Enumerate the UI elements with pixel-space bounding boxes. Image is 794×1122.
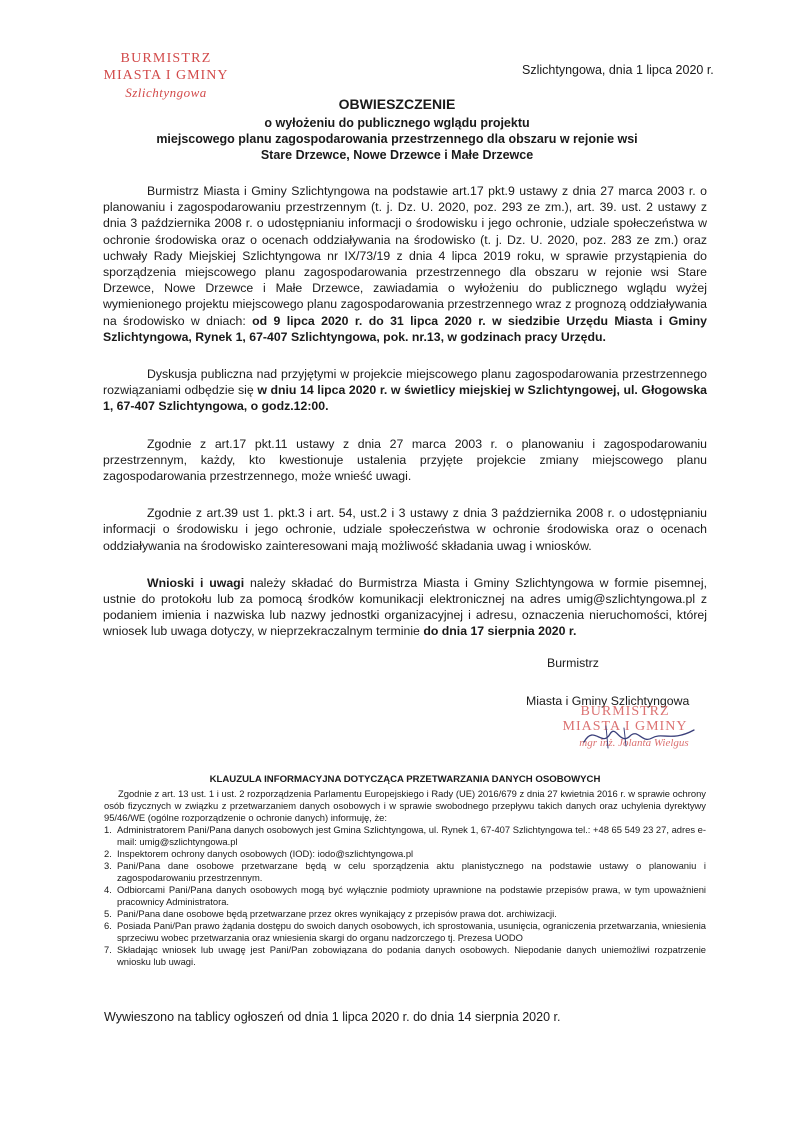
clause-item [104, 920, 706, 944]
clause-item [104, 944, 706, 968]
paragraph-3 [103, 436, 707, 485]
clause-item-number: 5. [104, 908, 112, 919]
clause-list [104, 824, 706, 968]
paragraph-5-bold-end: do dnia 17 sierpnia 2020 r. [423, 624, 577, 639]
paragraph-2-text: Dyskusja publiczna nad przyjętymi w projekcie miejscowego planu zagospodarowania przestrzennego rozwiązaniami odbędzie się [103, 367, 707, 398]
heading-line1: o wyłożeniu do publicznego wglądu projektu [264, 116, 530, 130]
paragraph-5-bold-start: Wnioski i uwagi [147, 575, 245, 590]
signature-stamp-name: mgr inż. Jolanta Wielgus [579, 737, 689, 749]
clause-item-number: 4. [104, 884, 112, 895]
clause-title: KLAUZULA INFORMACYJNA DOTYCZĄCA PRZETWARZANIA DANYCH OSOBOWYCH [209, 774, 601, 785]
clause-item-number: 2. [104, 848, 112, 859]
data-protection-clause [104, 774, 706, 968]
paragraph-1-text: Burmistrz Miasta i Gminy Szlichtyngowa na podstawie art.17 pkt.9 ustawy z dnia 27 marca 2003 r. o planowaniu i zagospodarowaniu przestrzennym (t. j. Dz. U. 2020, poz. 293 ze zm.), art. 39. ust. 2 ustawy z dnia 3 października 2008 r. o udostępnianiu informacji o środowisku i jego ochronie, udziale społeczeństwa w ochronie środowiska oraz o ocenach oddziaływania na środowisko (t. j. Dz. U. 2020, poz. 283 ze zm.) oraz uchwały Rady Miejskiej Szlichtyngowa nr IX/73/19 z dnia 4 lipca 2019 roku, w sprawie przystąpienia do sporządzenia miejscowego planu zagospodarowania przestrzennego dla obszaru w rejonie wsi Stare Drzewce, Nowe Drzewce i Małe Drzewce, zawiadamia o wyłożeniu do publicznego wglądu wyżej wymienionego projektu miejscowego planu zagospodarowania przestrzennego wraz z prognozą oddziaływania na środowisko w dniach: [103, 184, 707, 328]
clause-item-number: 3. [104, 860, 112, 871]
signature-stamp-line1: BURMISTRZ [580, 704, 670, 719]
clause-item-text: Posiada Pani/Pan prawo żądania dostępu do swoich danych osobowych, ich sprostowania, usunięcia, ograniczenia przetwarzania, wniesienia sprzeciwu wobec przetwarzania oraz wniesienia skargi do organu nadzorczego tj. Prezesa UODO [117, 920, 706, 943]
paragraph-5-text: należy składać do Burmistrza Miasta i Gminy Szlichtyngowa w formie pisemnej, ustnie do protokołu lub za pomocą środków komunikacji elektronicznej na adres umig@szlichtyngowa.pl z podaniem imienia i nazwiska lub nazwy jednostki organizacyjnej i adresu, oznaczenia nieruchomości, której wniosek lub uwaga dotyczy, w nieprzekraczalnym terminie [103, 575, 707, 639]
clause-item-text: Inspektorem ochrony danych osobowych (IOD): iodo@szlichtyngowa.pl [117, 848, 414, 859]
clause-intro: Zgodnie z art. 13 ust. 1 i ust. 2 rozporządzenia Parlamentu Europejskiego i Rady (UE) 2016/679 z dnia 27 kwietnia 2016 r. w sprawie ochrony osób fizycznych w związku z przetwarzaniem danych osobowych i w sprawie swobodnego przepływu takich danych oraz uchylenia dyrektywy 95/46/WE (ogólne rozporządzenie o ochronie danych) informuję, że: [104, 788, 706, 823]
header-stamp [96, 50, 236, 101]
place-date: Szlichtyngowa, dnia 1 lipca 2020 r. [522, 63, 714, 77]
paragraph-1-bold: od 9 lipca 2020 r. do 31 lipca 2020 r. w siedzibie Urzędu Miasta i Gminy Szlichtyngowa, Rynek 1, 67-407 Szlichtyngowa, pok. nr.13, w godzinach pracy Urzędu. [103, 313, 707, 344]
signature-title-2: Miasta i Gminy Szlichtyngowa [526, 694, 690, 708]
clause-item-text: Administratorem Pani/Pana danych osobowych jest Gmina Szlichtyngowa, ul. Rynek 1, 67-407 Szlichtyngowa tel.: +48 65 549 23 27, adres e-mail: umig@szlichtyngowa.pl [117, 824, 706, 847]
document-heading [100, 96, 694, 163]
clause-item-number: 1. [104, 824, 112, 835]
document-body [103, 183, 707, 640]
paragraph-2 [103, 366, 707, 415]
clause-item [104, 908, 706, 920]
signature-title-1: Burmistrz [547, 656, 599, 670]
heading-line3: Stare Drzewce, Nowe Drzewce i Małe Drzewce [260, 148, 534, 162]
header-stamp-line1: BURMISTRZ [120, 51, 212, 66]
clause-item [104, 860, 706, 884]
document-title: OBWIESZCZENIE [338, 96, 456, 112]
signature-stamp-line2: MIASTA I GMINY [562, 719, 688, 734]
posting-note: Wywieszono na tablicy ogłoszeń od dnia 1 lipca 2020 r. do dnia 14 sierpnia 2020 r. [104, 1010, 561, 1024]
paragraph-4 [103, 505, 707, 554]
header-stamp-line2: MIASTA I GMINY [103, 68, 229, 83]
clause-item-text: Składając wniosek lub uwagę jest Pani/Pan zobowiązana do podania danych osobowych. Niepodanie danych uniemożliwi rozpatrzenie wniosku lub uwagi. [117, 944, 706, 967]
header-stamp-line3: Szlichtyngowa [125, 85, 207, 100]
clause-item [104, 824, 706, 848]
paragraph-3-text: Zgodnie z art.17 pkt.11 ustawy z dnia 27 marca 2003 r. o planowaniu i zagospodarowaniu przestrzennym, każdy, kto kwestionuje ustalenia przyjęte projekcie zmiany miejscowego planu zagospodarowania przestrzennego, może wnieść uwagi. [103, 436, 707, 484]
clause-item-text: Pani/Pana dane osobowe przetwarzane będą w celu sporządzenia aktu planistycznego na podstawie ustawy o planowaniu i zagospodarowaniu przestrzennym. [117, 860, 706, 883]
heading-line2: miejscowego planu zagospodarowania przestrzennego dla obszaru w rejonie wsi [156, 132, 638, 146]
paragraph-5 [103, 575, 707, 640]
clause-item-number: 7. [104, 944, 112, 955]
paragraph-1 [103, 183, 707, 345]
clause-item-text: Odbiorcami Pani/Pana danych osobowych mogą być wyłącznie podmioty uprawnione na podstawie przepisów prawa, w tym upoważnieni pracownicy Administratora. [117, 884, 706, 907]
clause-item-text: Pani/Pana dane osobowe będą przetwarzane przez okres wynikający z przepisów prawa dot. archiwizacji. [117, 908, 557, 919]
handwritten-signature-icon [580, 718, 700, 754]
clause-item-number: 6. [104, 920, 112, 931]
paragraph-4-text: Zgodnie z art.39 ust 1. pkt.3 i art. 54, ust.2 i 3 ustawy z dnia 3 października 2008 r. o udostępnianiu informacji o środowisku i jego ochronie, udziale społeczeństwa w ochronie środowiska oraz o ocenach oddziaływania na środowisko zainteresowani mają możliwość składania uwag i wniosków. [103, 506, 707, 553]
clause-item [104, 848, 706, 860]
paragraph-2-bold: w dniu 14 lipca 2020 r. w świetlicy miejskiej w Szlichtyngowej, ul. Głogowska 1, 67-407 Szlichtyngowa, o godz.12:00. [103, 383, 707, 414]
clause-item [104, 884, 706, 908]
